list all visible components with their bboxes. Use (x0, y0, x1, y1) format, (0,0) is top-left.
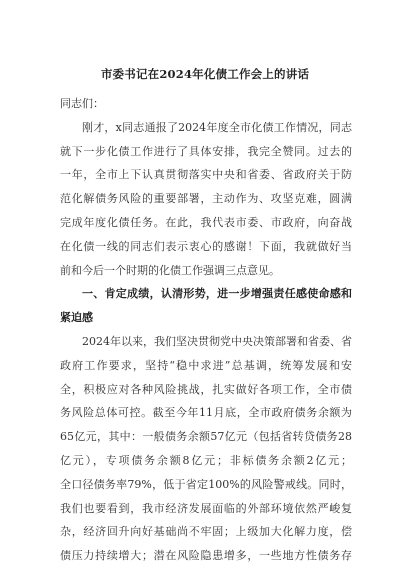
body-text-line: 刚才，x同志通报了2024年度全市化债工作情况，同志 (82, 120, 352, 134)
body-text-line: 亿元），专项债务余额8亿元；非标债务余额2亿元； (60, 453, 352, 467)
section-heading-line: 一、肯定成绩，认清形势，进一步增强责任感使命感和 (82, 287, 352, 301)
document-title: 市委书记在2024年化债工作会上的讲话 (100, 67, 310, 81)
body-text-line: 就下一步化债工作进行了具体安排，我完全赞同。过去的 (60, 144, 352, 158)
body-text-line: 务风险总体可控。截至今年11月底，全市政府债务余额为 (60, 406, 352, 420)
body-text-line: 政府工作要求，坚持“稳中求进”总基调，统筹发展和安 (60, 358, 352, 372)
salutation: 同志们： (60, 97, 104, 110)
body-text-line: 范化解债务风险的重要部署，主动作为、攻坚克难，圆满 (60, 192, 352, 206)
body-text-line: 全口径债务率79%，低于省定100%的风险警戒线。同时， (60, 477, 352, 491)
body-text-line: 债压力持续增大；潜在风险隐患增多，一些地方性债务存 (60, 549, 352, 563)
body-text-line: 杂，经济回升向好基础尚不牢固；上级加大化解力度，偿 (60, 525, 352, 539)
body-text-line: 65亿元，其中：一般债务余额57亿元（包括省转贷债务28 (60, 430, 352, 444)
body-text-line: 我们也要看到，我市经济发展面临的外部环境依然严峻复 (60, 501, 352, 515)
body-text-line: 全，积极应对各种风险挑战，扎实做好各项工作，全市债 (60, 382, 352, 396)
body-text-line: 在化债一线的同志们表示衷心的感谢！下面，我就做好当 (60, 239, 352, 253)
section-heading-line: 紧迫感 (60, 311, 93, 325)
body-text-line: 2024年以来，我们坚决贯彻党中央决策部署和省委、省 (82, 334, 352, 348)
paragraph-lines (60, 116, 352, 568)
body-text-line: 一年，全市上下认真贯彻落实中央和省委、省政府关于防 (60, 168, 352, 182)
body-text-line: 前和今后一个时期的化债工作强调三点意见。 (60, 263, 280, 277)
body-text-line: 完成年度化债任务。在此，我代表市委、市政府，向奋战 (60, 215, 352, 229)
document-body (60, 92, 352, 568)
